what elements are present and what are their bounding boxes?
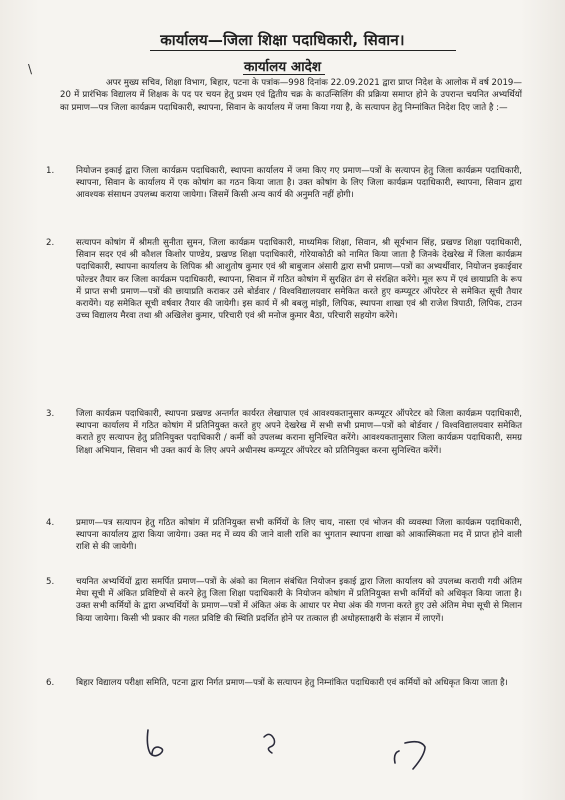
item-text: नियोजन इकाई द्वारा जिला कार्यक्रम पदाधिकारी, स्थापना कार्यालय में जमा किए गए प्रमाण—पत्रों के सत्यापन हेतु जिला कार्यक्रम पदाधिकारी, स्थापना, सिवान के कार्यालय में एक कोषांग का गठन किया जाता है। उक्त कोषांग के लिए जिला कार्यक्रम पदाधिकारी, स्थापना, सिवान द्वारा आवश्यक संसाधन उपलब्ध कराया जायेगा। जिसमें किसी अन्य कार्य की अनुमति नहीं होगी।: [76, 166, 522, 201]
signature-area: [0, 725, 565, 785]
signature-right: [385, 733, 445, 778]
signature-left: [140, 725, 180, 765]
item-number: 1.: [46, 166, 55, 176]
order-item-1: [46, 165, 522, 202]
intro-paragraph: [60, 77, 522, 114]
order-item-3: [46, 408, 522, 457]
item-text: जिला कार्यक्रम पदाधिकारी, स्थापना प्रखण्ड अन्तर्गत कार्यरत लेखापाल एवं आवश्यकतानुसार कम्प्यूटर ऑपरेटर को जिला कार्यक्रम पदाधिकारी, स्थापना कार्यालय में गठित कोषांग में प्रतिनियुक्त करते हुए अपने देखरेख में सभी सभी प्रमाण—पत्रों को बोर्डवार / विश्वविद्यालयवार समेकित कराते हुए सत्यापन हेतु प्रतिनियुक्त पदाधिकारी / कर्मी को उपलब्ध कराना सुनिश्चित करेंगे। आवश्यकतानुसार जिला कार्यक्रम पदाधिकारी, समग्र शिक्षा अभियान, सिवान भी उक्त कार्य के लिए अपने अधीनस्थ कम्प्यूटर ऑपरेटर को प्रतिनियुक्त करना सुनिश्चित करेंगें।: [76, 409, 522, 456]
intro-text: अपर मुख्य सचिव, शिक्षा विभाग, बिहार, पटना के पत्रांक—998 दिनांक 22.09.2021 द्वारा प्राप्त निदेश के आलोक में वर्ष 2019—20 में प्रारंभिक विद्यालय में शिक्षक के पद पर चयन हेतु प्रथम एवं द्वितीय चक्र के काउन्सिलिंग की प्रक्रिया समाप्त होने के उपरान्त चयनित अभ्यर्थियों का प्रमाण—पत्र जिला कार्यक्रम पदाधिकारी, स्थापना, सिवान के कार्यालय में जमा किया गया है, के सत्यापन हेतु निम्नांकित निदेश दिए जाते है :—: [60, 78, 522, 113]
item-number: 5.: [46, 577, 55, 587]
order-title-underline: [243, 74, 325, 75]
order-item-4: [46, 517, 522, 554]
item-text: प्रमाण—पत्र सत्यापन हेतु गठित कोषांग में प्रतिनियुक्त सभी कर्मियों के लिए चाय, नास्ता एवं भोजन की व्यवस्था जिला कार्यक्रम पदाधिकारी, स्थापना कार्यालय द्वारा किया जायेगा। उक्त मद में व्यय की जाने वाली राशि का भुगतान स्थापना शाखा को आकास्मिकता मद में प्राप्त होने वाली राशि से की जायेगी।: [76, 518, 522, 553]
office-title: कार्यालय—जिला शिक्षा पदाधिकारी, सिवान।: [160, 31, 405, 49]
item-text: बिहार विद्यालय परीक्षा समिति, पटना द्वारा निर्गत प्रमाण—पत्रों के सत्यापन हेतु निम्नांकित पदाधिकारी एवं कर्मियों को अधिकृत किया जाता है।: [76, 678, 508, 688]
order-title: कार्यालय आदेश: [243, 59, 322, 75]
item-number: 4.: [46, 518, 55, 528]
item-number: 3.: [46, 409, 55, 419]
office-title-underline: [150, 50, 456, 51]
signature-center: [258, 729, 288, 759]
item-text: सत्यापन कोषांग में श्रीमती सुनीता सुमन, जिला कार्यक्रम पदाधिकारी, माध्यमिक शिक्षा, सिवान, श्री सूर्यभान सिंह, प्रखण्ड शिक्षा पदाधिकारी, सिवान सदर एवं श्री कौशल किशोर पाण्डेय, प्रखण्ड शिक्षा पदाधिकारी, गोरेयाकोठी को नामित किया जाता है जिनके देखरेख में जिला कार्यक्रम पदाधिकारी, स्थापना कार्यालय के लिपिक श्री आशुतोष कुमार एवं श्री बाबुजान अंसारी द्वारा सभी प्रमाण—पत्रों का अभ्यर्थीवार, नियोजन इकाईवार फोल्डर तैयार कर जिला कार्यक्रम पदाधिकारी, स्थापना, सिवान में गठित कोषांग में सुरक्षित ढंग से संरक्षित करेंगे। मूल रूप में एवं छायाप्रति के रूप में प्राप्त सभी प्रमाण—पत्रों की छायाप्रति कराकर उसे बोर्डवार / विश्वविद्यालयवार समेकित करते हुए कम्प्यूटर ऑपरेटर से समेकित सूची तैयार करायेंगे। यह समेकित सूची वर्षवार तैयार की जायेगी। इस कार्य में श्री बबलु मांझी, लिपिक, स्थापना शाखा एवं श्री राजेश त्रिपाठी, लिपिक, टाउन उच्च विद्यालय मैरवा तथा श्री अखिलेश कुमार, परिचारी एवं श्री मनोज कुमार बैठा, परिचारी सहयोग करेंगे।: [76, 238, 522, 322]
order-item-2: [46, 237, 522, 322]
order-item-5: [46, 576, 522, 625]
item-number: 6.: [46, 678, 55, 688]
margin-mark: \: [28, 62, 33, 76]
item-number: 2.: [46, 238, 55, 248]
order-item-6: [46, 677, 522, 689]
item-text: चयनित अभ्यर्थियों द्वारा समर्पित प्रमाण—पत्रों के अंको का मिलान संबंधित नियोजन इकाई द्वारा जिला कार्यालय को उपलब्ध करायी गयी अंतिम मेघा सूची में अंकित प्रविष्टियों से करने हेतु जिला शिक्षा पदाधिकारी के नियोजन कोषांग में प्रतिनियुक्त सभी कर्मियों को अधिकृत किया जाता है। उक्त सभी कर्मियों के द्वारा अभ्यर्थियों के प्रमाण—पत्रों में अंकित अंक के आधार पर मेघा अंक की गणना करते हुए उसे अंतिम मेघा सूची से मिलान किया जायेगा। किसी भी प्रकार की गलत प्रविष्टि की स्थिति प्रदर्शित होने पर तत्‍काल ही अधोहस्ताक्षरी के संज्ञान में लाएगें।: [76, 577, 522, 624]
